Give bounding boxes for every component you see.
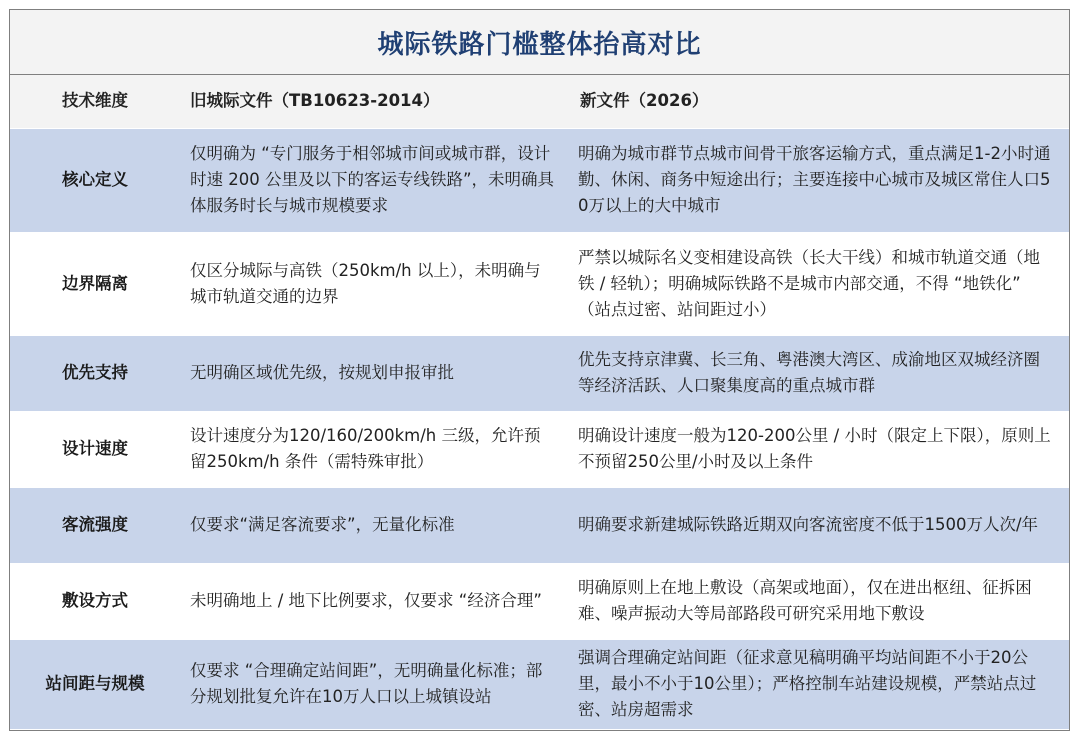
table-row [10, 128, 1069, 232]
row-new-spec: 明确为城市群节点城市间骨干旅客运输方式，重点满足1-2小时通勤、休闲、商务中短途出行；主要连接中心城市及城区常住人口50万以上的大中城市 [578, 144, 1051, 215]
row-dimension: 核心定义 [62, 170, 128, 189]
row-old-spec: 未明确地上 / 地下比例要求，仅要求 “经济合理” [190, 591, 542, 610]
table-row [10, 487, 1069, 563]
row-new-spec: 严禁以城际名义变相建设高铁（长大干线）和城市轨道交通（地铁 / 轻轨）；明确城际铁路不是城市内部交通，不得 “地铁化” （站点过密、站间距过小） [578, 247, 1040, 319]
row-new-spec: 明确设计速度一般为120-200公里 / 小时（限定上下限），原则上不预留250公里/小时及以上条件 [578, 426, 1051, 471]
header-dimension: 技术维度 [62, 91, 128, 111]
row-new-spec: 强调合理确定站间距（征求意见稿明确平均站间距不小于20公里，最小不小于10公里）；严格控制车站建设规模，严禁站点过密、站房超需求 [578, 648, 1037, 720]
row-old-spec: 仅区分城际与高铁（250km/h 以上），未明确与城市轨道交通的边界 [190, 260, 541, 306]
table-row [10, 335, 1069, 411]
header-old: 旧城际文件（TB10623-2014） [190, 91, 440, 111]
row-new-spec: 明确要求新建城际铁路近期双向客流密度不低于1500万人次/年 [578, 515, 1039, 534]
row-dimension: 边界隔离 [62, 273, 128, 293]
row-old-spec: 仅要求 “合理确定站间距”，无明确量化标准；部分规划批复允许在10万人口以上城镇设站 [190, 661, 543, 707]
table-row [10, 411, 1069, 487]
row-old-spec: 仅明确为 “专门服务于相邻城市间或城市群，设计时速 200 公里及以下的客运专线铁路”，未明确具体服务时长与城市规模要求 [190, 144, 555, 215]
row-old-spec: 仅要求“满足客流要求”，无量化标准 [190, 515, 455, 534]
row-dimension: 站间距与规模 [45, 674, 145, 694]
row-dimension: 设计速度 [62, 439, 128, 458]
row-new-spec: 优先支持京津冀、长三角、粤港澳大湾区、成渝地区双城经济圈等经济活跃、人口聚集度高的重点城市群 [578, 350, 1040, 395]
table-row [10, 639, 1069, 729]
table-row [10, 563, 1069, 639]
comparison-table [10, 75, 1069, 729]
row-old-spec: 无明确区域优先级，按规划申报审批 [190, 363, 454, 382]
row-dimension: 敷设方式 [62, 591, 128, 610]
row-old-spec: 设计速度分为120/160/200km/h 三级，允许预留250km/h 条件（需特殊审批） [190, 426, 541, 471]
header-row [10, 75, 1069, 128]
row-dimension: 优先支持 [62, 363, 128, 382]
header-new: 新文件（2026） [580, 91, 709, 111]
row-new-spec: 明确原则上在地上敷设（高架或地面），仅在进出枢纽、征拆困难、噪声振动大等局部路段可研究采用地下敷设 [578, 578, 1032, 623]
table-title: 城际铁路门槛整体抬高对比 [377, 29, 702, 60]
row-dimension: 客流强度 [62, 515, 128, 534]
title-bar [10, 10, 1069, 75]
table-row [10, 232, 1069, 335]
comparison-table-frame [9, 9, 1070, 731]
